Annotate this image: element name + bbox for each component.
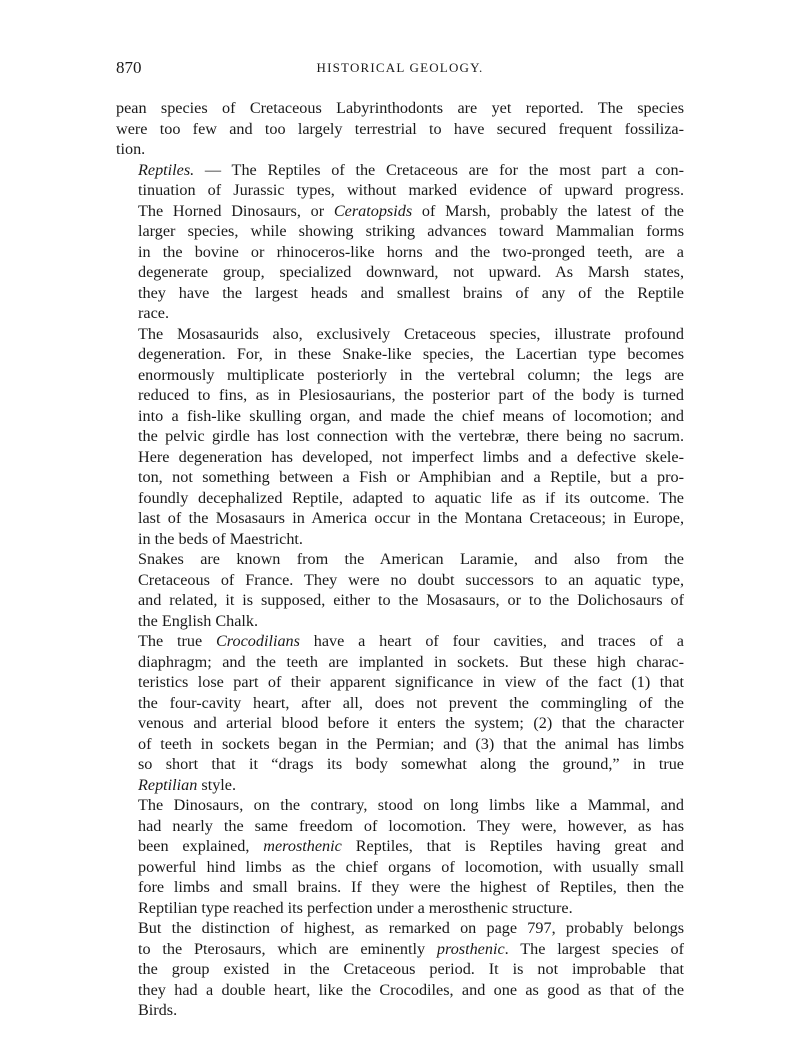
italic-term: Crocodilians xyxy=(215,632,300,650)
book-page xyxy=(116,58,684,1021)
running-head xyxy=(116,58,684,84)
paragraph-continuation xyxy=(116,98,684,160)
paragraph-pterosaurs xyxy=(116,918,684,1021)
text-line: powerful hind limbs as the chief organs of locomotion, with usually small xyxy=(138,857,684,876)
text-line: The Dinosaurs, on the contrary, stood on long limbs like a Mammal, and xyxy=(138,796,684,814)
text-line: Here degeneration has developed, not imperfect limbs and a defective skele- xyxy=(138,447,684,466)
text-line: they had a double heart, like the Crocodiles, and one as good as that of the xyxy=(138,980,684,999)
italic-term: prosthenic xyxy=(436,939,505,958)
paragraph-mosasaurids xyxy=(116,324,684,550)
text-line: race. xyxy=(138,304,169,322)
text-line: foundly decephalized Reptile, adapted to aquatic life as if its outcome. The xyxy=(138,488,684,507)
text-line: they have the largest heads and smallest brains of any of the Reptile xyxy=(138,283,684,302)
text-line: pean species of Cretaceous Labyrinthodonts are yet reported. The species xyxy=(116,99,684,117)
paragraph-dinosaurs xyxy=(116,795,684,918)
text-line: in the beds of Maestricht. xyxy=(138,529,303,548)
section-lead: Reptiles. xyxy=(138,160,195,179)
italic-term: merosthenic xyxy=(263,837,342,855)
text-line: last of the Mosasaurs in America occur in the Montana Cretaceous; in Europe, xyxy=(138,509,684,527)
text-line: been explained, merosthenic Reptiles, that is Reptiles having great and xyxy=(138,837,684,855)
paragraph-snakes xyxy=(116,549,684,631)
text-line: in the bovine or rhinoceros-like horns and the two-pronged teeth, are a xyxy=(138,242,684,261)
italic-term: Reptilian xyxy=(138,775,198,794)
text-line: venous and arterial blood before it enters the system; (2) that the character xyxy=(138,714,684,732)
text-line: Reptiles. — The Reptiles of the Cretaceous are for the most part a con- xyxy=(138,160,684,179)
text-line: teristics lose part of their apparent significance in view of the fact (1) that xyxy=(138,673,684,691)
paragraph-reptiles xyxy=(116,160,684,324)
text-line: The Horned Dinosaurs, or Ceratopsids of Marsh, probably the latest of the xyxy=(138,201,684,220)
text-line: Cretaceous of France. They were no doubt successors to an aquatic type, xyxy=(138,570,684,589)
text-line: degeneration. For, in these Snake-like species, the Lacertian type becomes xyxy=(138,345,684,363)
text-line: had nearly the same freedom of locomotion. They were, however, as has xyxy=(138,816,684,835)
text-line: tion. xyxy=(116,140,146,158)
running-title: HISTORICAL GEOLOGY. xyxy=(316,60,484,75)
page-number: 870 xyxy=(116,58,142,77)
paragraph-crocodilians xyxy=(116,631,684,795)
text-line: Snakes are known from the American Laramie, and also from the xyxy=(138,550,684,568)
text-line: were too few and too largely terrestrial to have secured frequent fossiliza- xyxy=(116,119,684,138)
text-line: the pelvic girdle has lost connection with the vertebræ, there being no sacrum. xyxy=(138,427,684,445)
text-line: diaphragm; and the teeth are implanted in sockets. But these high charac- xyxy=(138,652,684,671)
text-line: the four-cavity heart, after all, does not prevent the commingling of the xyxy=(138,693,684,712)
text-line: Reptilian style. xyxy=(138,775,237,794)
text-line: to the Pterosaurs, which are eminently prosthenic. The largest species of xyxy=(138,939,684,958)
text-line: Reptilian type reached its perfection under a merosthenic structure. xyxy=(138,898,573,917)
text-line: the English Chalk. xyxy=(138,611,259,630)
text-line: into a fish-like skulling organ, and made the chief means of locomotion; and xyxy=(138,406,684,425)
italic-term: Ceratopsids xyxy=(333,201,413,220)
text-line: and related, it is supposed, either to the Mosasaurs, or to the Dolichosaurs of xyxy=(138,591,684,609)
text-line: tinuation of Jurassic types, without marked evidence of upward progress. xyxy=(138,181,684,199)
text-line: ton, not something between a Fish or Amphibian and a Reptile, but a pro- xyxy=(138,468,684,486)
text-line: Birds. xyxy=(138,1001,178,1019)
text-line: of teeth in sockets began in the Permian; and (3) that the animal has limbs xyxy=(138,734,684,753)
text-line: so short that it “drags its body somewhat along the ground,” in true xyxy=(138,755,684,773)
text-line: But the distinction of highest, as remarked on page 797, probably belongs xyxy=(138,919,684,937)
text-line: The true Crocodilians have a heart of four cavities, and traces of a xyxy=(138,632,684,650)
text-line: enormously multiplicate posteriorly in the vertebral column; the legs are xyxy=(138,365,684,384)
text-line: fore limbs and small brains. If they were the highest of Reptiles, then the xyxy=(138,878,684,896)
text-line: reduced to fins, as in Plesiosaurians, the posterior part of the body is turned xyxy=(138,386,684,404)
text-line: degenerate group, specialized downward, not upward. As Marsh states, xyxy=(138,263,684,281)
text-line: larger species, while showing striking advances toward Mammalian forms xyxy=(138,222,684,240)
text-line: The Mosasaurids also, exclusively Cretaceous species, illustrate profound xyxy=(138,324,684,343)
text-line: the group existed in the Cretaceous period. It is not improbable that xyxy=(138,960,684,978)
